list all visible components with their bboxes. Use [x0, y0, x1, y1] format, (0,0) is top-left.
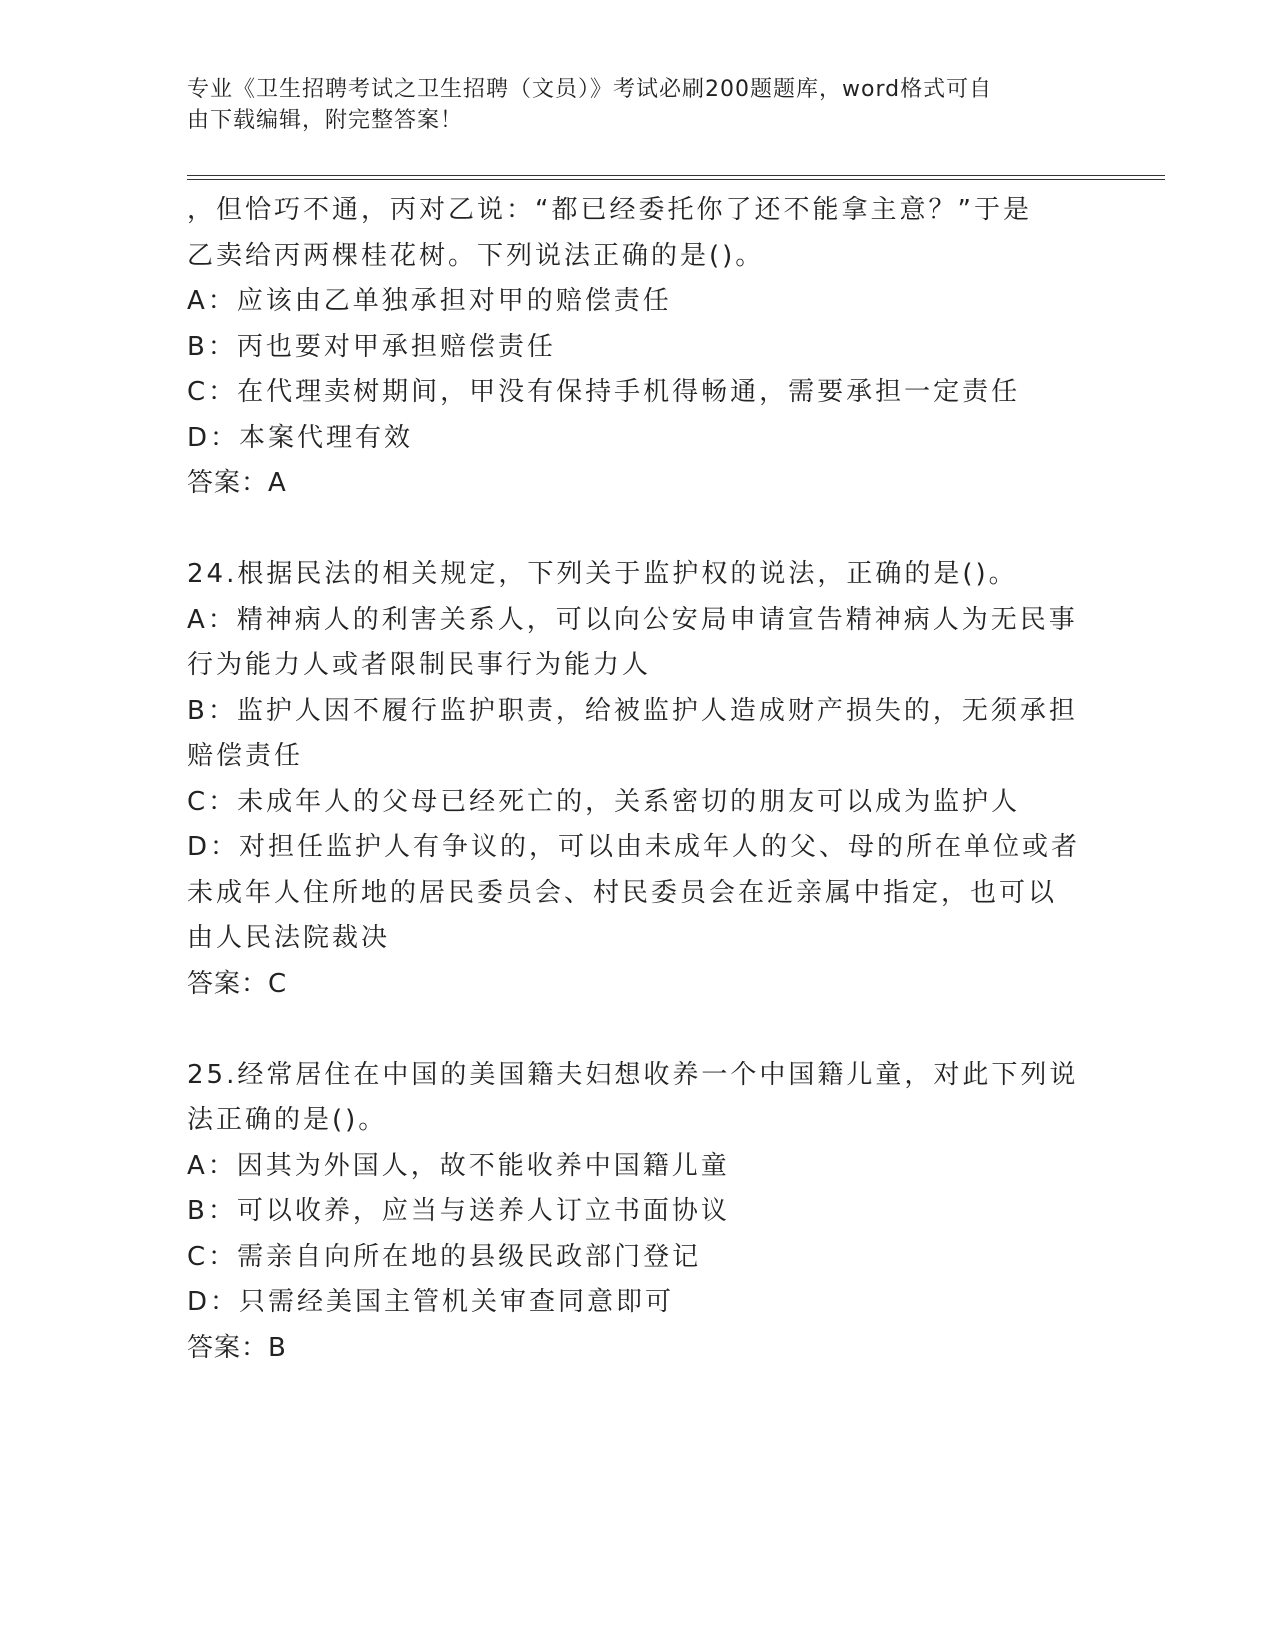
answer-label: 答案：A	[187, 468, 287, 498]
question-stem-line: 乙卖给丙两棵桂花树。下列说法正确的是()。	[187, 240, 765, 271]
option-c: C：需亲自向所在地的县级民政部门登记	[187, 1241, 702, 1272]
answer-label: 答案：C	[187, 968, 288, 999]
option-d-continued: 由人民法院裁决	[187, 923, 391, 953]
option-d: D：只需经美国主管机关审查同意即可	[187, 1287, 675, 1317]
option-a: A：应该由乙单独承担对甲的赔偿责任	[187, 286, 672, 316]
option-b: B：可以收养，应当与送养人订立书面协议	[187, 1196, 730, 1226]
question-stem-line: 法正确的是()。	[187, 1105, 388, 1135]
header-title-line-2: 由下载编辑，附完整答案！	[187, 108, 464, 133]
question-24	[187, 552, 1087, 1007]
option-a: A：精神病人的利害关系人，可以向公安局申请宣告精神病人为无民事	[187, 604, 1078, 635]
option-c: C：未成年人的父母已经死亡的，关系密切的朋友可以成为监护人	[187, 786, 1021, 817]
question-stem-line: 24.根据民法的相关规定，下列关于监护权的说法，正确的是()。	[187, 559, 1018, 589]
option-c: C：在代理卖树期间，甲没有保持手机得畅通，需要承担一定责任	[187, 377, 1021, 407]
option-d: D：对担任监护人有争议的，可以由未成年人的父、母的所在单位或者	[187, 832, 1081, 862]
option-b: B：监护人因不履行监护职责，给被监护人造成财产损失的，无须承担	[187, 695, 1078, 726]
option-b: B：丙也要对甲承担赔偿责任	[187, 331, 556, 362]
answer-label: 答案：B	[187, 1332, 287, 1363]
option-a-continued: 行为能力人或者限制民事行为能力人	[187, 650, 652, 680]
question-25	[187, 1053, 1087, 1372]
option-d: D：本案代理有效	[187, 422, 414, 453]
header-divider	[187, 175, 1165, 180]
spacer	[187, 507, 1087, 553]
option-d-continued: 未成年人住所地的居民委员会、村民委员会在近亲属中指定，也可以	[187, 877, 1058, 908]
document-header	[187, 74, 1087, 136]
document-body	[187, 188, 1087, 1371]
spacer	[187, 1007, 1087, 1053]
option-a: A：因其为外国人，故不能收养中国籍儿童	[187, 1150, 730, 1181]
question-23-continued	[187, 188, 1087, 507]
option-b-continued: 赔偿责任	[187, 741, 304, 771]
header-title-line-1: 专业《卫生招聘考试之卫生招聘（文员）》考试必刷200题题库，word格式可自	[187, 77, 993, 102]
question-stem-line: ，但恰巧不通，丙对乙说：“都已经委托你了还不能拿主意？”于是	[187, 195, 1032, 225]
question-stem-line: 25.经常居住在中国的美国籍夫妇想收养一个中国籍儿童，对此下列说	[187, 1059, 1079, 1090]
